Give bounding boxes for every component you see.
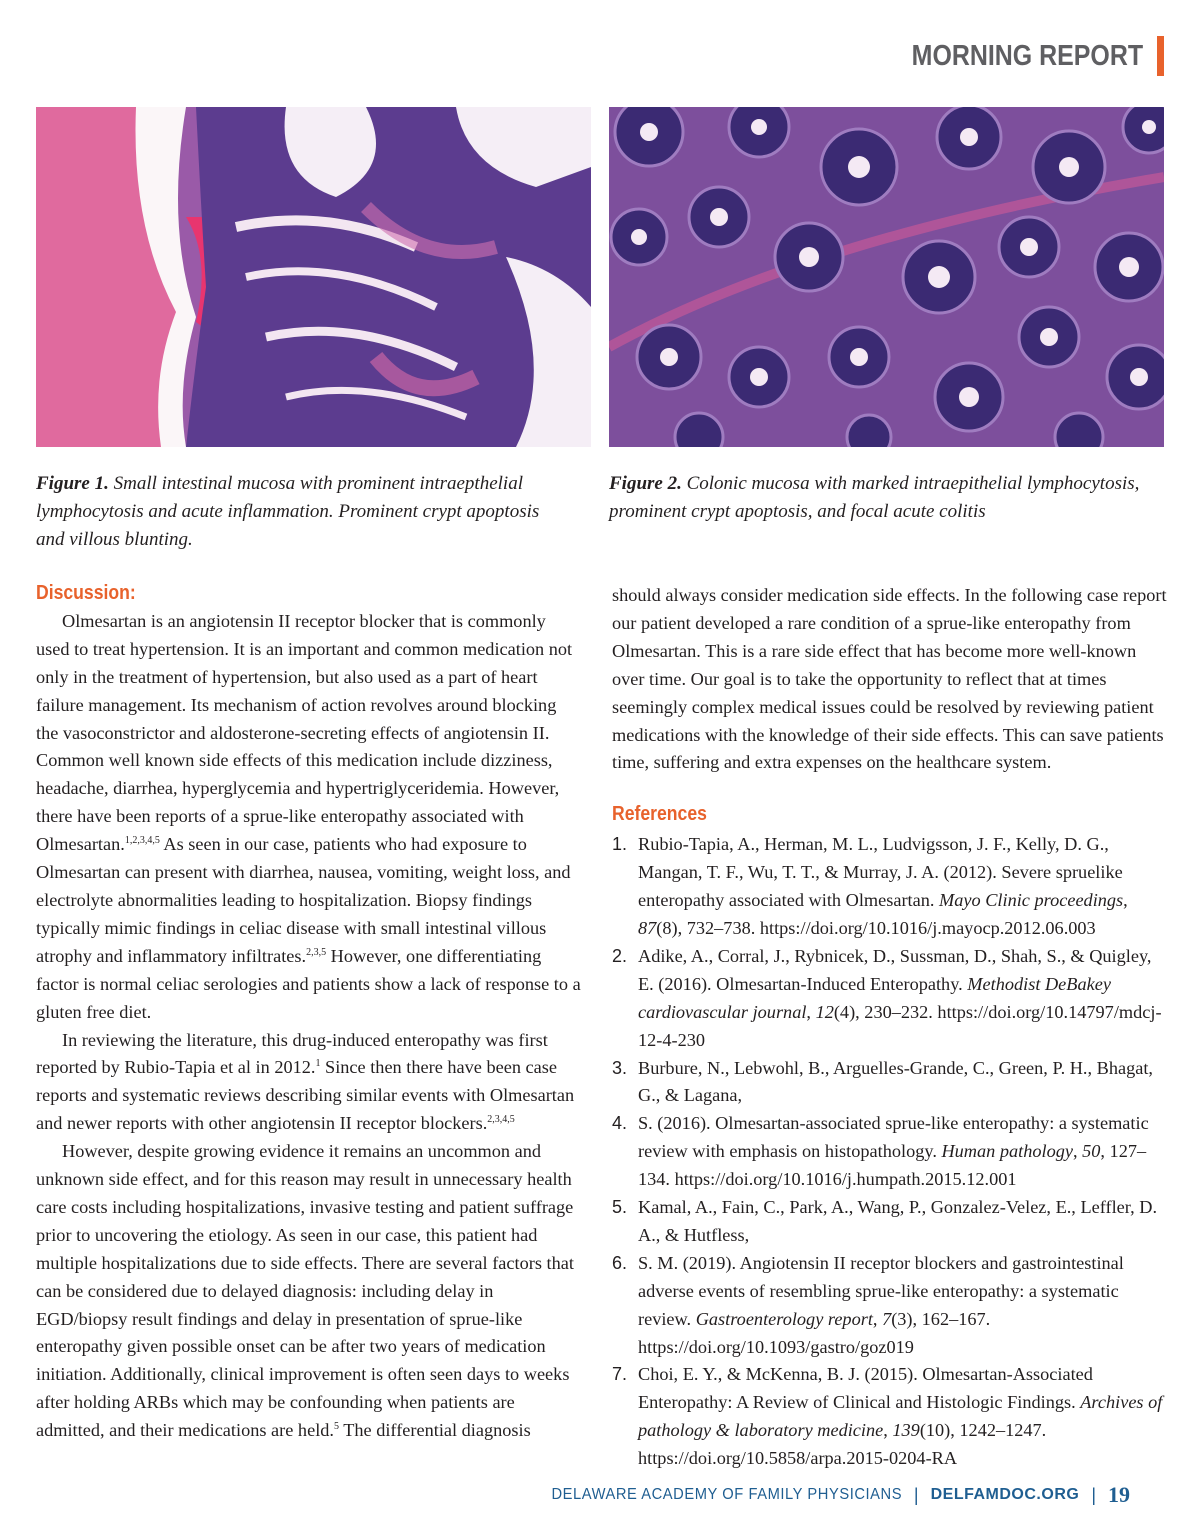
reference-text xyxy=(638,1110,1167,1194)
reference-pre: Rubio-Tapia, A., Herman, M. L., Ludvigsson, J. F., Kelly, D. G., Mangan, T. F., Wu, T. T., & Murray, J. A. (2012). Severe spruelike enteropathy associated with Olmesartan. xyxy=(638,834,1123,911)
discussion-paragraph-3: However, despite growing evidence it remains an uncommon and unknown side effect, and for this reason may result in unnecessary health care costs including hospitalizations, invasive testing and patient suffrage prior to uncovering the etiology. As seen in our case, this patient had multiple hospitalizations due to side effects. There are several factors that can be considered due to delayed diagnosis: including delay in EGD/biopsy result findings and delay in presentation of sprue-like enteropathy given possible onset can be after two years of medication initiation. Additionally, clinical improvement is often seen days to weeks after holding ARBs which may be confounding when patients are admitted, and their medications are held.$^5$ The differential diagnosis xyxy=(36,1141,574,1441)
reference-item xyxy=(612,1055,1167,1111)
figure-2-label: Figure 2. xyxy=(609,473,682,494)
reference-post[interactable]: (8), 732–738. https://doi.org/10.1016/j.mayocp.2012.06.003 xyxy=(656,917,1096,938)
references-list xyxy=(612,831,1167,1473)
discussion-paragraph-1: Olmesartan is an angiotensin II receptor blocker that is commonly used to treat hypertension. It is an important and common medication not only in the treatment of hypertension, but also used as a part of heart failure management. Its mechanism of action revolves around blocking the vasoconstrictor and aldosterone-secreting effects of angiotensin II. Common well known side effects of this medication include dizziness, headache, diarrhea, hyperglycemia and hypertriglyceridemia. However, there have been reports of a sprue-like enteropathy associated with Olmesartan.$^{1,2,3,4,5}$ As seen in our case, patients who had exposure to Olmesartan can present with diarrhea, nausea, vomiting, weight loss, and electrolyte abnormalities leading to hospitalization. Biopsy findings typically mimic findings in celiac disease with small intestinal villous atrophy and inflammatory infiltrates.$^{2,3,5}$ However, one differentiating factor is normal celiac serologies and patients show a lack of response to a gluten free diet. xyxy=(36,610,581,1022)
page-number: 19 xyxy=(1108,1482,1130,1507)
reference-vol: 12 xyxy=(815,1001,834,1022)
reference-post[interactable]: (3), 162–167. https://doi.org/10.1093/gastro/goz019 xyxy=(638,1308,991,1357)
reference-vol: 7 xyxy=(882,1308,892,1329)
reference-journal: Mayo Clinic proceedings xyxy=(939,890,1124,911)
reference-journal: Archives of pathology & laboratory medicine xyxy=(638,1392,1163,1441)
left-column xyxy=(36,580,581,1445)
reference-item xyxy=(612,943,1167,1055)
reference-post[interactable]: (4), 230–232. https://doi.org/10.14797/mdcj-12-4-230 xyxy=(638,1001,1162,1050)
reference-post[interactable]: , 127–134. https://doi.org/10.1016/j.humpath.2015.12.001 xyxy=(638,1141,1147,1190)
reference-post[interactable]: (10), 1242–1247. https://doi.org/10.5858/arpa.2015-0204-RA xyxy=(638,1420,1047,1469)
figure-1-label: Figure 1. xyxy=(36,473,109,494)
figure-2-image xyxy=(609,107,1164,447)
figure-1-caption-text: Small intestinal mucosa with prominent intraepthelial lymphocytosis and acute inflammation. Prominent crypt apoptosis and villous blunting. xyxy=(36,473,540,550)
reference-mid: , xyxy=(872,1308,883,1329)
footer xyxy=(521,1482,1130,1508)
reference-number: 4. xyxy=(612,1113,628,1134)
reference-journal: Methodist DeBakey cardiovascular journal xyxy=(638,973,1111,1022)
figure-1-image xyxy=(36,107,591,447)
right-column xyxy=(612,582,1167,1473)
reference-item xyxy=(612,1361,1167,1473)
section-title: MORNING REPORT xyxy=(911,39,1143,72)
reference-pre: Burbure, N., Lebwohl, B., Arguelles-Grande, C., Green, P. H., Bhagat, G., & Lagana, xyxy=(638,1057,1153,1106)
reference-pre: Choi, E. Y., & McKenna, B. J. (2015). Olmesartan-Associated Enteropathy: A Review of Clinical and Histologic Findings. xyxy=(638,1364,1093,1413)
reference-item xyxy=(612,1194,1167,1250)
figure-2-caption xyxy=(609,470,1169,526)
reference-number: 7. xyxy=(612,1364,628,1385)
reference-pre: S. M. (2019). Angiotensin II receptor blockers and gastrointestinal adverse events of resembling sprue-like enteropathy: a systematic review. xyxy=(638,1252,1124,1329)
reference-number: 2. xyxy=(612,945,628,966)
reference-text xyxy=(638,1055,1167,1111)
discussion-paragraph-4: should always consider medication side effects. In the following case report our patient developed a rare condition of a sprue-like enteropathy from Olmesartan. This is a rare side effect that has become more well-known over time. Our goal is to take the opportunity to reflect that at times seemingly complex medical issues could be resolved by reviewing patient medications with the knowledge of their side effects. This can save patients time, suffering and extra expenses on the healthcare system. xyxy=(612,585,1167,773)
reference-text xyxy=(638,943,1167,1055)
reference-pre: Kamal, A., Fain, C., Park, A., Wang, P., Gonzalez-Velez, E., Leffler, D. A., & Hutfless, xyxy=(638,1197,1158,1245)
reference-text xyxy=(638,831,1167,943)
figure-2-caption-text: Colonic mucosa with marked intraepithelial lymphocytosis, prominent crypt apoptosis, and focal acute colitis xyxy=(609,473,1140,522)
reference-number: 6. xyxy=(612,1252,628,1273)
reference-pre: Adike, A., Corral, J., Rybnicek, D., Sussman, D., Shah, S., & Quigley, E. (2016). Olmesartan-Induced Enteropathy. xyxy=(638,945,1152,994)
reference-number: 5. xyxy=(612,1197,628,1218)
reference-vol: 87 xyxy=(638,917,657,938)
reference-mid: , xyxy=(883,1420,893,1441)
footer-org: DELAWARE ACADEMY OF FAMILY PHYSICIANS xyxy=(551,1486,902,1503)
section-tag xyxy=(874,36,1164,76)
reference-mid: , xyxy=(1072,1141,1083,1162)
footer-separator: | xyxy=(913,1484,919,1505)
reference-mid: , xyxy=(806,1001,816,1022)
discussion-paragraph-2: In reviewing the literature, this drug-induced enteropathy was first reported by Rubio-Tapia et al in 2012.$^1$ Since then there have been case reports and systematic reviews describing similar events with Olmesartan and newer reports with other angiotensin II receptor blockers.$^{2,3,4,5}$ xyxy=(36,1029,575,1134)
references-heading: References xyxy=(612,803,707,826)
reference-journal: Human pathology xyxy=(941,1141,1073,1162)
reference-text xyxy=(638,1361,1167,1473)
reference-pre: S. (2016). Olmesartan-associated sprue-like enteropathy: a systematic review with emphasis on histopathology. xyxy=(638,1113,1149,1162)
reference-number: 3. xyxy=(612,1057,628,1078)
reference-item xyxy=(612,1250,1167,1362)
discussion-heading: Discussion: xyxy=(36,582,136,604)
figure-1-caption xyxy=(36,470,556,554)
reference-item xyxy=(612,831,1167,943)
reference-text xyxy=(638,1194,1167,1250)
footer-site-link[interactable]: DELFAMDOC.ORG xyxy=(930,1486,1080,1503)
reference-journal: Gastroenterology report xyxy=(695,1308,873,1329)
reference-vol: 50 xyxy=(1082,1141,1101,1162)
reference-vol: 139 xyxy=(892,1420,920,1441)
reference-item xyxy=(612,1110,1167,1194)
reference-number: 1. xyxy=(612,834,628,855)
reference-mid: , xyxy=(1123,890,1128,911)
footer-separator-2: | xyxy=(1091,1484,1096,1505)
reference-text xyxy=(638,1250,1167,1362)
